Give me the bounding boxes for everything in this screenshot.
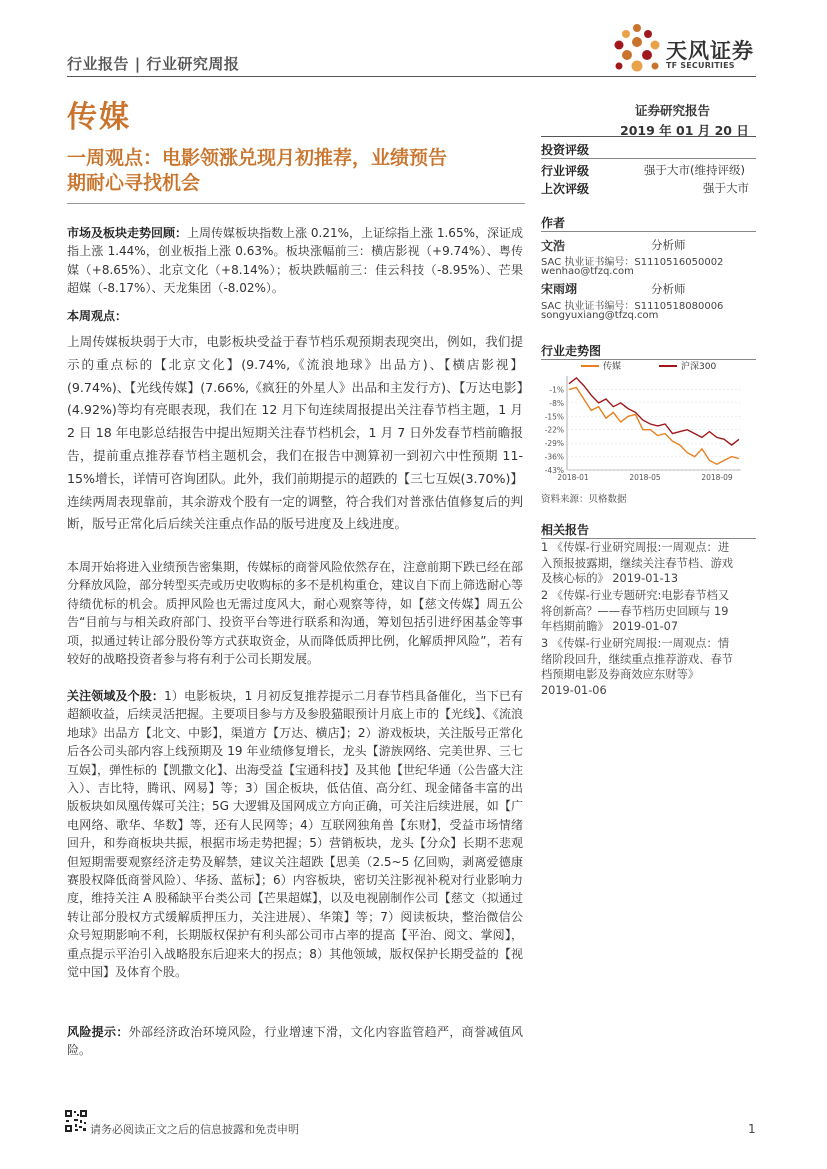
related-report-line: 入预报披露期，继续关注春节档、游戏 (541, 556, 734, 570)
analyst-name: 宋雨翊 (541, 282, 578, 296)
page-number: 1 (748, 1122, 756, 1136)
market-review-text: 上周传媒板块指数上涨 0.21%，上证综指上涨 1.65%，深证成指上涨 1.44%，创业板指上涨 0.63%。板块涨幅前三：横店影视（+9.74%）、粤传媒（+8.65%）、北京文化（+8.14%）；板块跌幅前三：佳云科技（-8.95%）、芒果超媒（-8.17%）、天龙集团（-8.02%）。 (67, 226, 523, 296)
report-date: 2019 年 01 月 20 日 (620, 123, 749, 138)
chart-y-tick-label: -8% (549, 398, 564, 408)
logo-mark-icon (607, 22, 667, 78)
chart-legend-label: 沪深300 (681, 362, 717, 372)
trend-chart-svg (541, 358, 756, 488)
logo-subtitle: TF SECURITIES (666, 61, 735, 70)
analyst-email[interactable]: wenhao@tfzq.com (541, 266, 634, 277)
related-report-line: 档预期电影及券商效应东财等》 (541, 668, 700, 682)
report-label: 证券研究报告 (635, 103, 711, 118)
report-category: 行业报告 | 行业研究周报 (67, 55, 240, 73)
logo-name: 天风证券 (666, 39, 754, 63)
trend-section-title: 行业走势图 (541, 344, 602, 358)
risk-warning (67, 1023, 523, 1060)
rating-section-title: 投资评级 (541, 143, 590, 157)
report-title (67, 146, 525, 196)
previous-rating-label: 上次评级 (541, 182, 590, 196)
trend-chart (541, 358, 756, 488)
analyst-name: 文浩 (541, 239, 566, 253)
sector-title: 传媒 (67, 100, 131, 135)
related-report-line: 3 《传媒-行业研究周报:一周观点：情 (541, 637, 730, 650)
chart-x-tick-label: 2018-01 (557, 473, 589, 482)
authors-section-title: 作者 (541, 216, 566, 230)
related-report-line: 2019-01-06 (541, 683, 607, 697)
rating-divider (541, 158, 756, 159)
chart-y-tick-label: -36% (544, 452, 564, 462)
related-report-line: 绪阶段回升，继续重点推荐游戏、春节 (541, 652, 734, 666)
authors-divider (541, 231, 756, 232)
qr-code-icon (65, 1110, 87, 1132)
chart-x-tick-label: 2018-05 (629, 473, 661, 482)
related-section-title: 相关报告 (541, 523, 590, 537)
chart-y-tick-label: -43% (544, 466, 564, 475)
weekly-view-p2: 本周开始将进入业绩预告密集期，传媒标的商誉风险依然存在，注意前期下跌已经在部分释放风险，部分转型买壳或历史收购标的多不是机构重仓，建议自下而上筛选耐心等待绩优标的机会。质押风险也无需过度风大，耐心观察等待，如【慈文传媒】周五公告“目前与与相关政府部门、投资平台等进行联系和沟通，筹划包括引进纾困基金等事项，拟通过转让部分股份等方式获取资金，从而降低质押比例，化解质押风险”，若有较好的战略投资者参与将有利于公司长期发展。 (67, 560, 524, 667)
chart-y-tick-label: -22% (544, 425, 564, 435)
related-report-line: 及核心标的》 2019-01-13 (541, 572, 679, 586)
related-report-item[interactable] (541, 588, 754, 635)
chart-x-tick-label: 2018-09 (701, 473, 733, 482)
related-report-line: 2 《传媒-行业专题研究:电影春节档又 (541, 589, 730, 602)
chart-series-line (569, 378, 739, 445)
focus-sectors-label: 关注领域及个股： (67, 689, 165, 703)
risk-warning-text: 外部经济政治环境风险，行业增速下滑，文化内容监管趋严，商誉减值风险。 (67, 1025, 523, 1058)
industry-rating-label: 行业评级 (541, 164, 590, 178)
related-divider (541, 538, 756, 539)
focus-sectors (67, 687, 523, 982)
weekly-view-label (67, 307, 523, 325)
title-line: 一周观点：电影领涨兑现月初推荐，业绩预告 (67, 147, 448, 169)
analyst-email[interactable]: songyuxiang@tfzq.com (541, 310, 659, 321)
chart-legend-label: 传媒 (603, 362, 622, 372)
analyst-role: 分析师 (651, 282, 686, 296)
footer-disclaimer[interactable]: 请务必阅读正文之后的信息披露和免责申明 (90, 1123, 299, 1136)
company-logo (607, 22, 667, 78)
weekly-view-label-text: 本周观点： (67, 309, 128, 323)
analyst-role: 分析师 (651, 238, 686, 252)
related-report-item[interactable] (541, 540, 754, 587)
previous-rating-value: 强于大市 (703, 181, 749, 195)
analyst-cert: SAC 执业证书编号：S1110516050002 (541, 257, 724, 268)
risk-warning-label: 风险提示： (67, 1025, 129, 1039)
focus-sectors-text: 1）电影板块，1 月初反复推荐提示二月春节档具备催化，当下已有超额收益，后续灵活把握。主要项目参与方及参股猫眼预计月底上市的【光线】、《流浪地球》出品方【北文、中影】，渠道方【万达、横店】；2）游戏板块，关注版号正常化后各公司头部内容上线预期及 19 年业绩修复增长，龙头【游族网络、完美世界、三七互娱】，弹性标的【凯撒文化】、出海受益【宝通科技】及其他【世纪华通（公告盛大注入）、吉比特，腾讯、网易】等；3）国企板块，低估值、高分红、现金储备丰富的出版板块如凤凰传媒可关注；5G 大逻辑及国网成立方向正确，可关注后续进展，如【广电网络、歌华、华数】等，还有人民网等；4）互联网独角兽【东财】，受益市场情绪回升，和券商板块共振，根据市场走势把握；5）营销板块，龙头【分众】长期不悲观但短期需要观察经济走势及解禁，建议关注超跌【思美（2.5~5 亿回购，剥离爱德康赛股权降低商誉风险）、华扬、蓝标】；6）内容板块，密切关注影视补税对行业影响力度，维持关注 A 股稀缺平台类公司【芒果超媒】，以及电视剧制作公司【慈文（拟通过转让部分股权方式缓解质押压力，关注进展）、华策】等；7）阅读板块，整治微信公众号短期影响不利，长期版权保护有利头部公司市占率的提高【平治、阅文、掌阅】，重点提示平治引入战略股东后迎来大的拐点；8）其他领域，版权保护长期受益的【视觉中国】及体育个股。 (67, 689, 524, 980)
industry-rating-value: 强于大市(维持评级) (644, 163, 745, 177)
chart-y-tick-label: -1% (549, 385, 564, 395)
chart-source: 资料来源：贝格数据 (541, 494, 627, 505)
market-review-label: 市场及板块走势回顾： (67, 226, 188, 240)
market-review (67, 224, 523, 298)
chart-y-tick-label: -15% (544, 412, 564, 422)
rating-top-divider (541, 136, 756, 137)
related-report-line: 将创新高？——春节档历史回顾与 19 (541, 604, 729, 618)
title-line: 期耐心寻找机会 (67, 172, 201, 194)
title-divider (67, 203, 525, 204)
weekly-view-p1: 上周传媒板块弱于大市，电影板块受益于春节档乐观预期表现突出，例如，我们提示的重点标的【北京文化】(9.74%,《流浪地球》出品方)、【横店影视】(9.74%)、【光线传媒】(7.66%,《疯狂的外星人》出品和主发行方)、【万达电影】(4.92%)等均有亮眼表现，我们在 12 月下旬连续周报提出关注春节档主题，1 月 2 日 18 年电影总结报告中提出短期关注春节档机会，1 月 7 日外发春节档前瞻报告，提前重点推荐春节档主题机会，我们在报告中测算初一到初六中性预期 11-15%增长，详情可咨询团队。此外，我们前期提示的超跌的【三七互娱(3.70%)】连续两周表现靠前，其余游戏个股有一定的调整，符合我们对普涨估值修复后的判断，版号正常化后后续关注重点作品的版号进度及上线进度。 (67, 334, 523, 532)
related-report-line: 年档期前瞻》 2019-01-07 (541, 620, 679, 634)
related-report-item[interactable] (541, 636, 754, 698)
analyst-cert: SAC 执业证书编号：S1110518080006 (541, 301, 724, 312)
related-report-line: 1 《传媒-行业研究周报:一周观点：进 (541, 541, 730, 554)
chart-y-tick-label: -29% (544, 439, 564, 449)
